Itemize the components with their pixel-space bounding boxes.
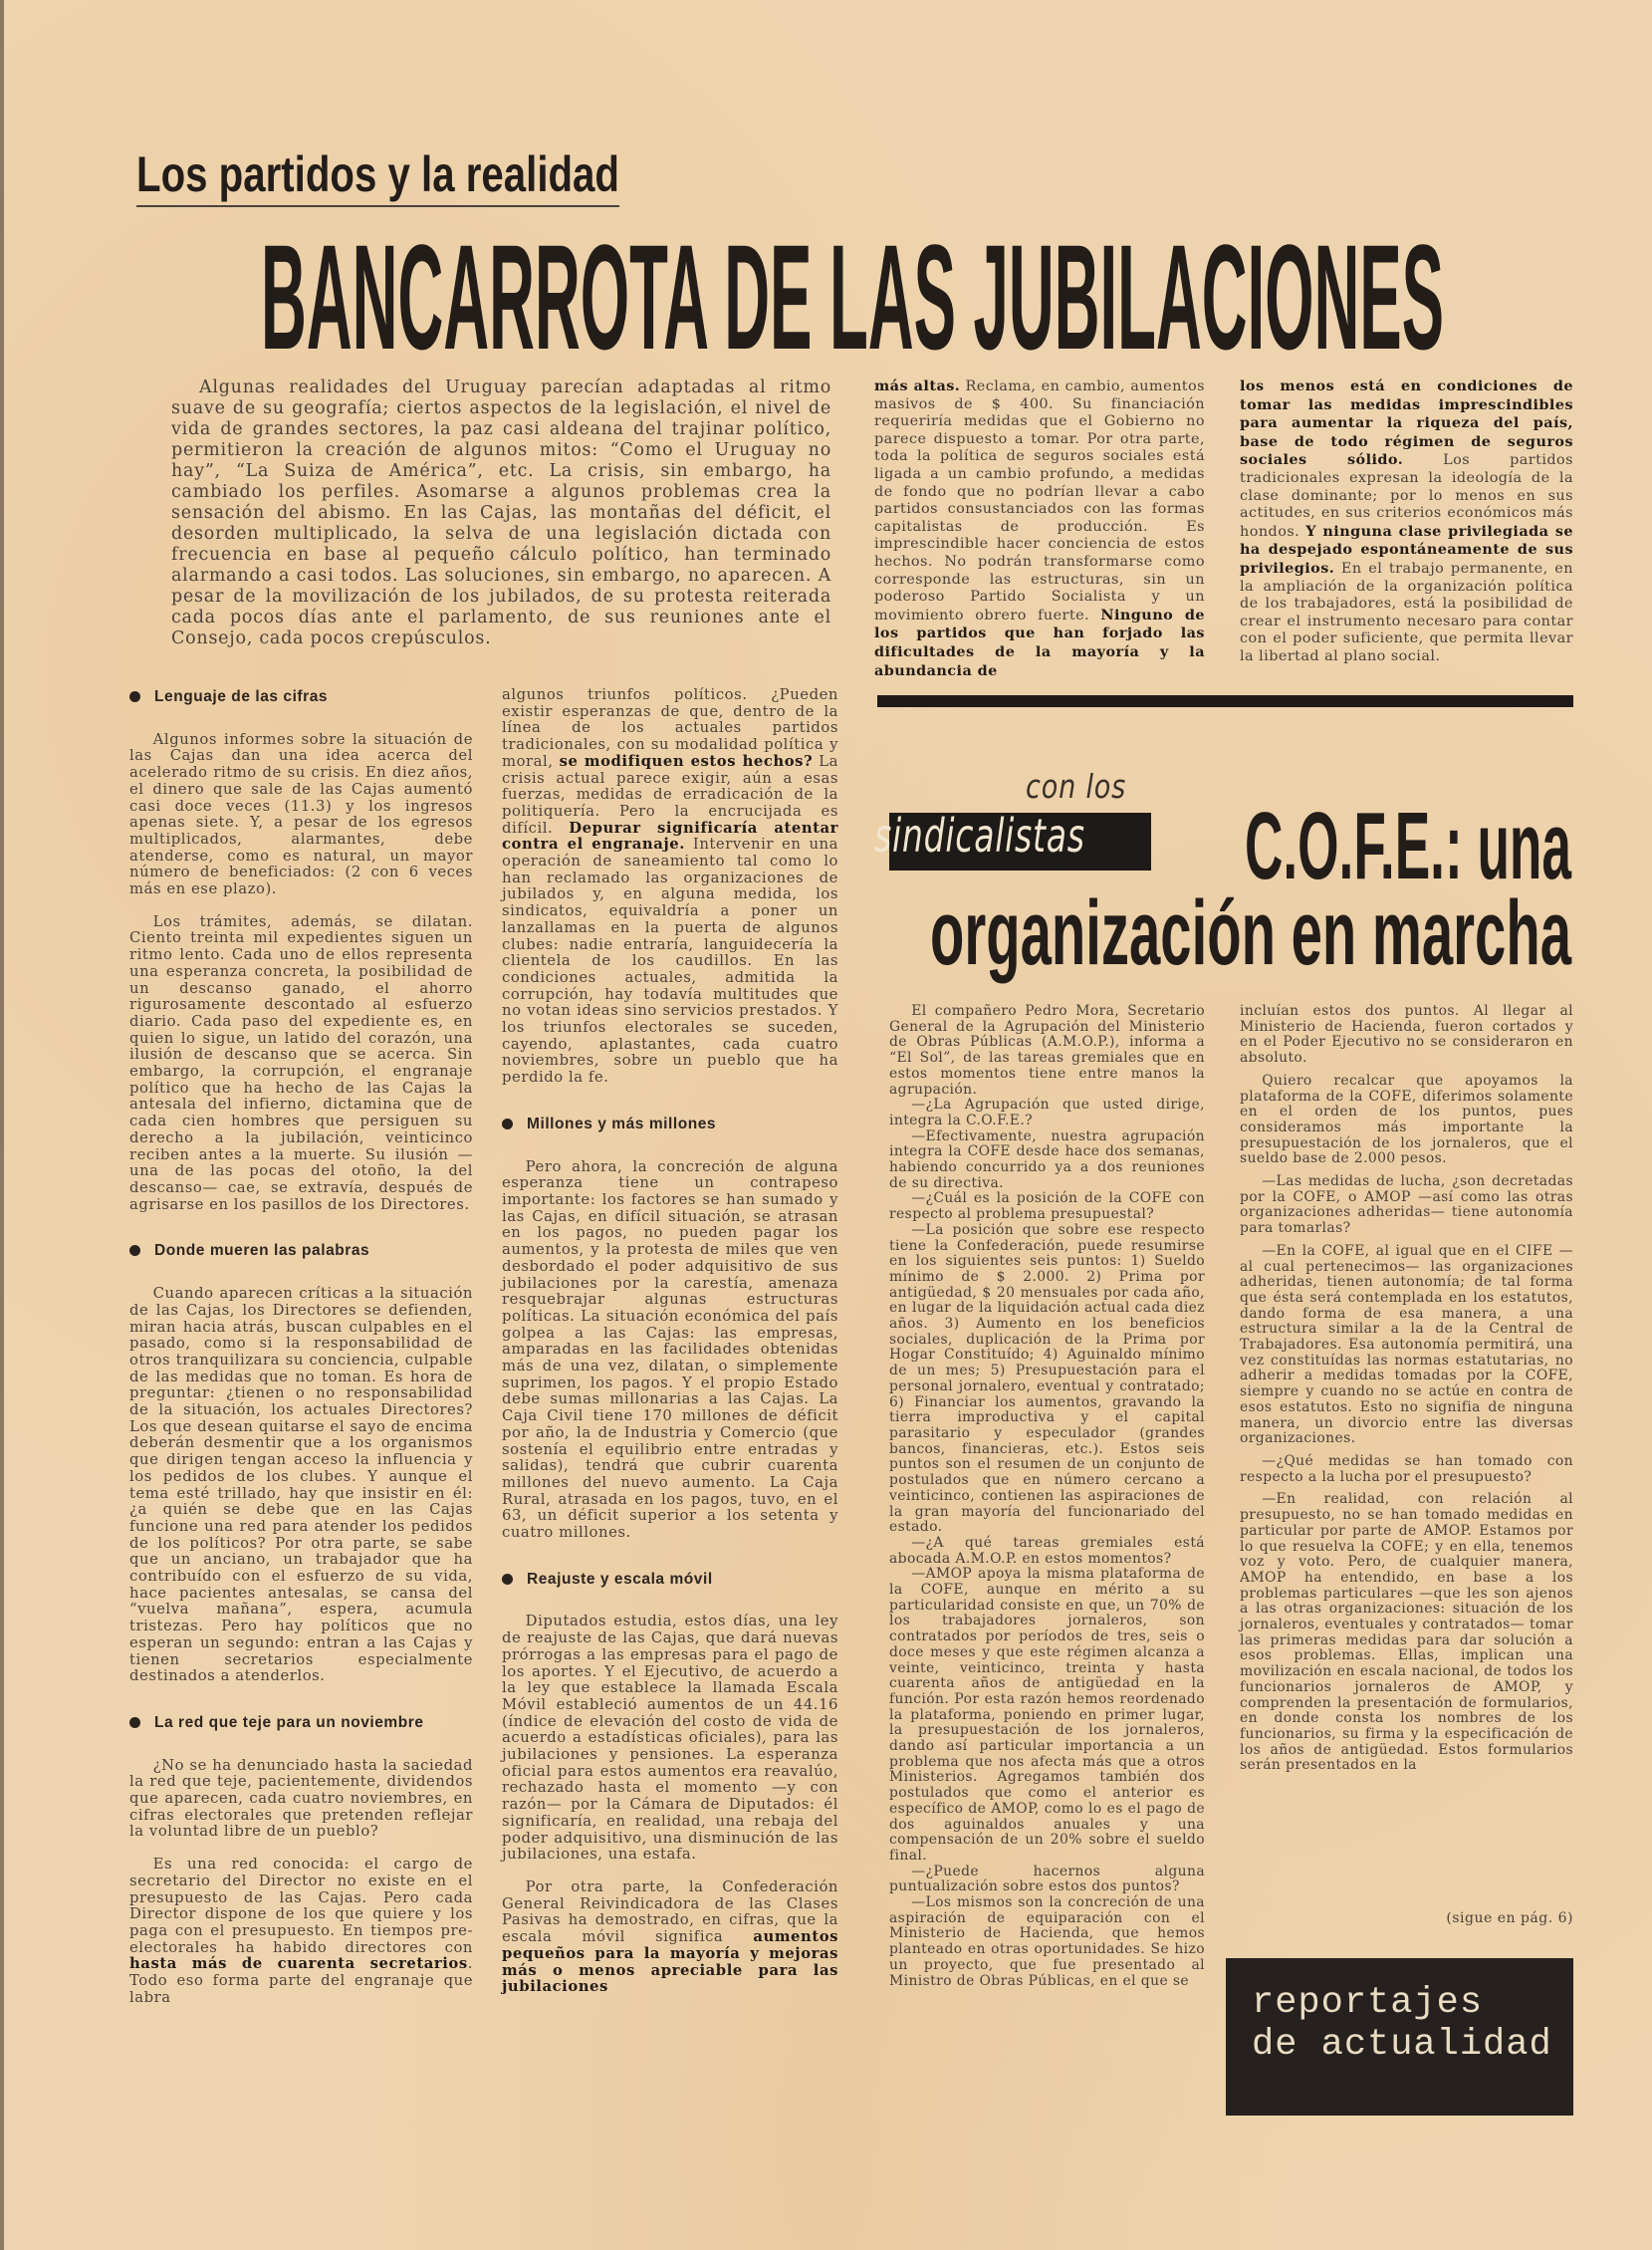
text: Los partidos tradicionales expresan la ideología de la clase dominante; por lo menos en sus actitudes, en sus criterios económicos más hondos.: [1240, 452, 1573, 540]
article-column-top-right-2: [1240, 377, 1573, 666]
article-column-2: [502, 687, 838, 1996]
text: —AMOP apoya la misma plataforma de la COFE, aunque en mérito a su particularidad consiste en que, un 70% de los trabajadores jornaleros, son contratados por períodos de tres, seis o doce meses y que este régimen alcanza a veinte, veinticinco, treinta y hasta cuarenta años de antigüedad en la función. Por esta razón hemos reordenado la plataforma, poniendo en primer lugar, la presupuestación de los jornaleros, dando así particular importancia a un problema que nos afecta más que a otros Ministerios. Agregamos también dos postulados que como el anterior es específico de AMOP, como lo es el pago de dos aguinaldos anuales y una compensación de un 20% sobre el sueldo final.: [889, 1566, 1205, 1864]
paragraph: [1240, 1492, 1573, 1774]
paragraph: [889, 1129, 1205, 1192]
paragraph: [889, 1191, 1205, 1222]
paragraph: [502, 1614, 838, 1864]
text: Cuando aparecen críticas a la situación de las Cajas, los Directores se defienden, miran hacia atrás, buscan culpables en el pasado, como si la responsabilidad de otros tranquilizara su conciencia, culpable de las medidas que no toman. Es hora de preguntar: ¿tienen o no responsabilidad de la situación, los actuales Directores? Los que desean quitarse el sayo de encima deberán desmentir que a los organismos que dirigen tengan acceso la influencia y los pedidos de los clubes. Y aunque el tema esté trillado, hay que insistir en él: ¿a quién se debe que en las Cajas funcione una red para atender los pedidos de los políticos? Por otra parte, se sabe que un anciano, un trabajador que ha contribuído con el esfuerzo de su vida, hace pacientes antesalas, se cansa del “vuelva mañana”, espera, acumula tristezas. Pero hay políticos que no esperan un segundo: entran a las Cajas y tienen secretarios especialmente destinados a atenderlos.: [129, 1285, 473, 1685]
bold-text: Y ninguna clase privilegiada se ha despejado espontáneamente de sus privilegios.: [1240, 522, 1573, 577]
text: Intervenir en una operación de saneamiento tal como lo han reclamado las organizaciones de jubilados y, en alguna medida, los sindicatos, equivaldría a poner un lanzallamas en la puerta de algunos clubes: nadie entraría, languidecería la clientela de los caudillos. En las condiciones actuales, admitida la corrupción, hay todavía multitudes que no votan ideas sino servicios prestados. Y los triunfos electorales se suceden, cayendo, aplastantes, cada cuatro noviembres, sobre un pueblo que ha perdido la fe.: [502, 836, 838, 1087]
paragraph: [1240, 1454, 1573, 1485]
text: Quiero recalcar que apoyamos la plataforma de la COFE, diferimos solamente en el orden de los puntos, pues consideramos más importante la presupuestación de los jornaleros, que el sueldo base de 2.000 pesos.: [1240, 1072, 1573, 1167]
text: —La posición que sobre ese respecto tiene la Confederación, puede resumirse en los siguientes seis puntos: 1) Sueldo mínimo de $ 2.000. 2) Prima por antigüedad, $ 20 mensuales por cada año, en lugar de la liquidación actual cada diez años. 3) Aumento en los beneficios sociales, duplicación de la Prima por Hogar Constituído; 4) Aguinaldo mínimo de un mes; 5) Presupuestación para el personal jornalero, eventual y contratado; 6) Financiar los aumentos, gravando la tierra improductiva y el capital parasitario y especulador (grandes bancos, financieras, etc.). Estos seis puntos son el resumen de un conjunto de postulados que en número cercano a veinticinco, contienen las aspiraciones de la gran mayoría del funcionariado del estado.: [889, 1221, 1205, 1536]
bullet-icon: [129, 1245, 140, 1256]
text: Los trámites, además, se dilatan. Ciento treinta mil expedientes siguen un ritmo lento. Cada uno de ellos representa una esperanza concreta, la posibilidad de un descanso ganado, el ahorro rigurosamente descontado al esfuerzo diario. Cada paso del expediente es, en quien lo sigue, un latido del corazón, una ilusión de descanso que se acerca. Sin embargo, la corrupción, el engranaje político que ha hecho de las Cajas la antesala del infierno, dictamina que de cada cien hombres que persiguen su derecho a la jubilación, veinticinco reciben antes a la muerte. Su ilusión —una de las pocas del otoño, la del descanso— cae, se extravía, después de agrisarse en los pasillos de los Directores.: [129, 912, 473, 1213]
paragraph: [129, 1286, 473, 1685]
text: La crisis actual parece exigir, aún a esas fuerzas, medidas de erradicación de la politiquería. Pero la encrucijada es difícil.: [502, 752, 838, 837]
paragraph: [129, 732, 473, 898]
subheading-text: Lenguaje de las cifras: [154, 688, 329, 705]
text: El compañero Pedro Mora, Secretario General de la Agrupación del Ministerio de Obras Públicas (A.M.O.P.), informa a “El Sol”, de las tareas gremiales que en estos momentos tiene entre manos la agrupación.: [889, 1003, 1205, 1098]
paragraph: [171, 377, 831, 649]
paragraph: [889, 1536, 1205, 1567]
badge-line-2: de actualidad: [1252, 2024, 1552, 2066]
kicker-text: Los partidos y la realidad: [136, 146, 619, 202]
text: —¿La Agrupación que usted dirige, integra la C.O.F.E.?: [889, 1097, 1205, 1128]
bullet-icon: [129, 1717, 140, 1728]
text: Reclama, en cambio, aumentos masivos de $ 400. Su financiación requeriría medidas que el Gobierno no parece dispuesto a tomar. Por otra parte, toda la política de seguros sociales está ligada a un cambio profundo, a medidas de fondo que no podrían llevar a cabo partidos consustanciados con las formas capitalistas de producción. Es imprescindible hacer conciencia de estos hechos. No podrán transformarse como corresponde las estructuras, sin un poderoso Partido Socialista y un movimiento obrero fuerte.: [874, 378, 1205, 624]
badge-line-1: reportajes: [1252, 1982, 1484, 2024]
page-edge: [0, 0, 4, 2250]
text: algunos triunfos políticos. ¿Pueden existir esperanzas de que, dentro de la línea de los actuales partidos tradicionales, con su modalidad política y moral,: [502, 686, 838, 770]
kicker-underline: [136, 205, 619, 207]
subheading: [129, 1715, 473, 1732]
article-intro: [171, 377, 831, 649]
interview-column-1: [889, 1004, 1205, 1989]
cofe-title-line2-text: organización en marcha: [930, 882, 1572, 984]
cofe-title-line1-text: C.O.F.E.: una: [1245, 793, 1572, 899]
text: Diputados estudia, estos días, una ley de reajuste de las Cajas, que dará nuevas prórrogas a las empresas para el pago de los aportes. Y el Ejecutivo, de acuerdo a la ley que establece la llamada Escala Móvil estableció aumentos de un 44.16 (índice de elevación del costo de vida de acuerdo a estadísticas oficiales), para las jubilaciones y pensiones. La esperanza oficial para estos aumentos era reavalúo, rechazado hasta el momento —y con razón— por la Cámara de Diputados: él significaría, en realidad, una rebaja del poder adquisitivo, una disminución de las jubilaciones, una estafa.: [502, 1613, 838, 1864]
text: Algunas realidades del Uruguay parecían adaptadas al ritmo suave de su geografía; ciertos aspectos de la legislación, el nivel de vida de grandes sectores, la paz casi aldeana del trajinar político, permitieron la creación de algunos mitos: “Como el Uruguay no hay”, “La Suiza de América”, etc. La crisis, sin embargo, ha cambiado los perfiles. Asomarse a algunos problemas crea la sensación del abismo. En las Cajas, las montañas del déficit, el desorden multiplicado, la selva de una legislación dictada con frecuencia en base al pequeño cálculo político, han terminado alarmando a casi todos. Las soluciones, sin embargo, no aparecen. A pesar de la movilización de los jubilados, de su protesta reiterada cada pocos días ante el parlamento, de sus reuniones ante el Consejo, cada pocos crepúsculos.: [171, 377, 831, 648]
text: incluían estos dos puntos. Al llegar al Ministerio de Hacienda, fueron cortados y en el Poder Ejecutivo no se consideraron en absoluto.: [1240, 1003, 1573, 1067]
paragraph: [889, 1895, 1205, 1989]
cofe-title-line1: [1245, 793, 1575, 899]
text: —Efectivamente, nuestra agrupación integra la COFE desde hace dos semanas, habiendo concurrido ya a dos reuniones de su directiva.: [889, 1127, 1205, 1191]
bullet-icon: [129, 691, 140, 702]
subheading: [129, 1243, 473, 1260]
bold-text: Depurar significaría atentar contra el engranaje.: [502, 819, 838, 854]
section-divider-bar: [877, 695, 1573, 707]
subheading-text: La red que teje para un noviembre: [154, 1713, 424, 1731]
headline: [261, 213, 1451, 380]
paragraph: [1240, 1244, 1573, 1447]
paragraph: [889, 1223, 1205, 1536]
section-label-small: con los: [1026, 767, 1127, 806]
text: En el trabajo permanente, en la ampliación de la organización política de los trabajadores, está la posibilidad de crear el instrumento necesaro para contar con el poder suficiente, que permita llevar la libertad al plano social.: [1240, 560, 1573, 664]
text: —¿Puede hacernos alguna puntualización sobre estos dos puntos?: [889, 1863, 1205, 1895]
text: —¿Cuál es la posición de la COFE con respecto al problema presupuestal?: [889, 1190, 1205, 1223]
bold-text: los menos está en condiciones de tomar las medidas imprescindibles para aumentar la riqueza del país, base de todo régimen de seguros sociales sólido.: [1240, 377, 1573, 469]
subheading-text: Reajuste y escala móvil: [527, 1570, 713, 1588]
paragraph: [889, 1004, 1205, 1098]
subheading: [129, 689, 473, 706]
bullet-icon: [502, 1574, 513, 1585]
text: —En la COFE, al igual que en el CIFE —al cual pertenecimos— las organizaciones adheridas, tienen autonomía; de tal forma que ésta será contemplada en los estatutos, dando forma de esa manera, a una estructura similar a la de la Central de Trabajadores. Esa autonomía permitirá, una vez constituídas las normas estatutarias, no adherir a medidas tomadas por la COFE, siempre y cuando no se actúe en contra de esos estatutos. Esto no signifia de ninguna manera, un divorcio entre las diversas organizaciones.: [1240, 1242, 1573, 1447]
paragraph: [1240, 1074, 1573, 1167]
paragraph: [129, 914, 473, 1214]
article-column-top-right-1: [874, 377, 1205, 680]
text: —¿Qué medidas se han tomado con respecto a la lucha por el presupuesto?: [1240, 1452, 1573, 1485]
bold-text: aumentos pequeños para la mayoría y mejoras más o menos apreciable para las jubilaciones: [502, 1928, 838, 1996]
section-kicker: [136, 139, 624, 203]
subheading: [502, 1117, 838, 1133]
bullet-icon: [502, 1119, 513, 1129]
subheading-text: Millones y más millones: [527, 1115, 717, 1132]
text: Es una red conocida: el cargo de secretario del Director no existe en el presupuesto de las Cajas. Pero cada Director dispone de los que quiere y los paga con el presupuesto. En tiempos pre-electorales ha habido directores con: [129, 1856, 473, 1956]
bold-text: Ninguno de los partidos que han forjado las dificultades de la mayoría y la abundancia de: [874, 606, 1205, 679]
text: —¿A qué tareas gremiales está abocada A.M.O.P. en estos momentos?: [889, 1534, 1205, 1567]
bold-text: más altas.: [874, 377, 961, 394]
reportajes-badge: [1226, 1958, 1573, 2116]
paragraph: [1240, 377, 1573, 666]
subheading: [502, 1572, 838, 1589]
text: —Los mismos son la concreción de una aspiración de equiparación con el Ministerio de Hacienda, que hemos planteado en otras oportunidades. Se hizo un proyecto, que fue presentado al Ministro de Obras Públicas, en el que se: [889, 1894, 1205, 1989]
text: ¿No se ha denunciado hasta la saciedad la red que teje, pacientemente, dividendos que aparecen, cada cuatro noviembres, en cifras electorales que pretenden reflejar la voluntad libre de un pueblo?: [129, 1756, 473, 1841]
paragraph: [889, 1567, 1205, 1864]
cofe-title-line2: [930, 882, 1577, 988]
bold-text: hasta más de cuarenta secretarios: [129, 1955, 468, 1973]
paragraph: [1240, 1174, 1573, 1237]
interview-column-2: [1240, 1004, 1573, 1774]
paragraph: [502, 1159, 838, 1542]
article-column-1: [129, 687, 473, 2007]
continued-note: (sigue en pág. 6): [1446, 1910, 1573, 1926]
paragraph: [889, 1098, 1205, 1128]
paragraph: [129, 1758, 473, 1842]
headline-text: BANCARROTA DE LAS JUBILACIONES: [261, 213, 1444, 380]
paragraph: [502, 687, 838, 1087]
text: —En realidad, con relación al presupuesto, no se han tomado medidas en particular por parte de AMOP. Estamos por lo que resuelva la COFE; y en ella, tenemos voz y voto. Pero, de cualquier manera, AMOP ha entendido, en base a los problemas particulares —que les son ajenos a las otras organizaciones: situación de los jornaleros, eventuales y contratados— tomar las primeras medidas para dar solución a esos problemas. Ellas, implican una movilización en escala nacional, de todos los funcionarios jornaleros de AMOP, y comprenden la presentación de formularios, en donde consta los nombres de los funcionarios, su firma y la especificación de los años de antigüedad. Estos formularios serán presentados en la: [1240, 1491, 1573, 1774]
text: —Las medidas de lucha, ¿son decretadas por la COFE, o AMOP —así como las otras organizaciones adheridas— tiene autonomía para tomarlas?: [1240, 1173, 1573, 1237]
text: Por otra parte, la Confederación General Reivindicadora de las Clases Pasivas ha demostrado, en cifras, que la escala móvil significa: [502, 1878, 838, 1946]
text: Algunos informes sobre la situación de las Cajas dan una idea acerca del acelerado ritmo de su crisis. En diez años, el dinero que sale de las Cajas aumentó casi doce veces (11.3) y los ingresos apenas siete. Y, a pesar de los egresos multiplicados, alarmantes, debe atenderse, como es natural, un mayor número de beneficiados: (2 con 6 veces más en ese plazo).: [129, 730, 473, 898]
paragraph: [874, 377, 1205, 680]
subheading-text: Donde mueren las palabras: [154, 1242, 370, 1260]
paragraph: [1240, 1004, 1573, 1067]
bold-text: se modifiquen estos hechos?: [559, 752, 814, 770]
text: . Todo eso forma parte del engranaje que labra: [129, 1955, 473, 2006]
section-label: sindicalistas: [874, 809, 1085, 863]
paragraph: [889, 1865, 1205, 1895]
paragraph: [502, 1879, 838, 1996]
text: Pero ahora, la concreción de alguna esperanza tiene un contrapeso importante: los factores se han sumado y las Cajas, en difícil situación, se atrasan en los pagos, no pueden pagar los aumentos, y la protesta de miles que ven desbordado el poder adquisitivo de sus jubilaciones por la carestía, amenaza resquebrajar algunas estructuras políticas. La situación económica del país golpea a las Cajas: las empresas, amparadas en las facilidades obtenidas más de una vez, dilatan, o simplemente suprimen, los pagos. Y el propio Estado debe sumas millonarias a las Cajas. La Caja Civil tiene 170 millones de déficit por año, la de Industria y Comercio (que sostenía el equilibrio entre entradas y salidas), tendrá que cubrir cuarenta millones del nuevo aumento. La Caja Rural, atrasada en los pagos, tuvo, en el 63, un déficit superior a los setenta y cuatro millones.: [502, 1157, 838, 1542]
paragraph: [129, 1857, 473, 2006]
